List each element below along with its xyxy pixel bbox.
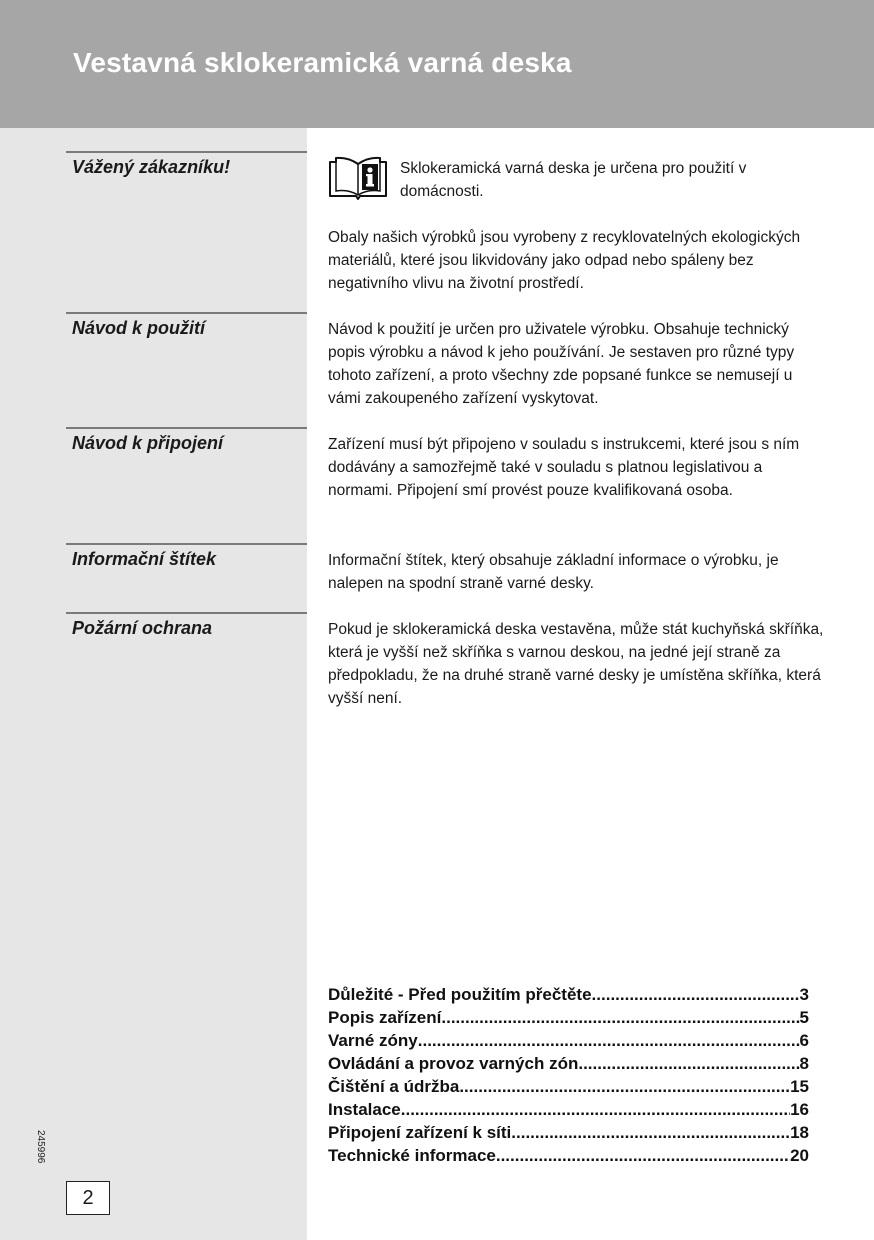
toc-entry[interactable]: Varné zóny ..... 6 (328, 1031, 809, 1054)
toc-entry[interactable]: Důležité - Před použitím přečtěte ..... 3 (328, 985, 809, 1008)
info-label-paragraph: Informační štítek, který obsahuje základní informace o výrobku, je nalepen na spodní straně varné desky. (328, 552, 779, 592)
toc-entry[interactable]: Technické informace ..... 20 (328, 1146, 809, 1169)
page-header (0, 0, 874, 128)
section-heading-user-manual: Návod k použití (66, 312, 307, 339)
page-title: Vestavná sklokeramická varná deska (73, 47, 572, 78)
toc-entry[interactable]: Popis zařízení ..... 5 (328, 1008, 809, 1031)
fire-protection-paragraph: Pokud je sklokeramická deska vestavěna, může stát kuchyňská skříňka, která je vyšší než skříňka s varnou deskou, na jedné její straně za předpokladu, že na druhé straně varné desky je umístěna skříňka, která vyšší není. (328, 621, 824, 707)
toc-entry[interactable]: Ovládání a provoz varných zón ..... 8 (328, 1054, 809, 1077)
toc-entry[interactable]: Připojení zařízení k síti ..... 18 (328, 1123, 809, 1146)
document-number: 245996 (35, 1130, 46, 1164)
section-heading-dear-customer: Vážený zákazníku! (66, 151, 307, 178)
toc-entry[interactable]: Instalace ..... 16 (328, 1100, 809, 1123)
section-heading-fire-protection: Požární ochrana (66, 612, 307, 639)
toc-entry[interactable]: Čištění a údržba ..... 15 (328, 1077, 809, 1100)
info-book-icon (328, 156, 388, 200)
page-number: 2 (66, 1181, 110, 1215)
section-heading-connection-manual: Návod k připojení (66, 427, 307, 454)
section-heading-info-label: Informační štítek (66, 543, 307, 570)
left-sidebar (0, 128, 307, 1240)
table-of-contents (328, 985, 809, 1169)
user-manual-paragraph: Návod k použití je určen pro uživatele výrobku. Obsahuje technický popis výrobku a návod k jeho používání. Je sestaven pro různé typy tohoto zařízení, a proto všechny zde popsané funkce se nemusejí u vámi zakoupeného zařízení vyskytovat. (328, 321, 795, 407)
intro-note: Sklokeramická varná deska je určena pro použití v domácnosti. (400, 160, 747, 200)
connection-manual-paragraph: Zařízení musí být připojeno v souladu s instrukcemi, které jsou s ním dodávány a samozřejmě také v souladu s platnou legislativou a normami. Připojení smí provést pouze kvalifikovaná osoba. (328, 436, 800, 499)
packaging-paragraph: Obaly našich výrobků jsou vyrobeny z recyklovatelných ekologických materiálů, které jsou likvidovány jako odpad nebo spáleny bez negativního vlivu na životní prostředí. (328, 229, 801, 292)
